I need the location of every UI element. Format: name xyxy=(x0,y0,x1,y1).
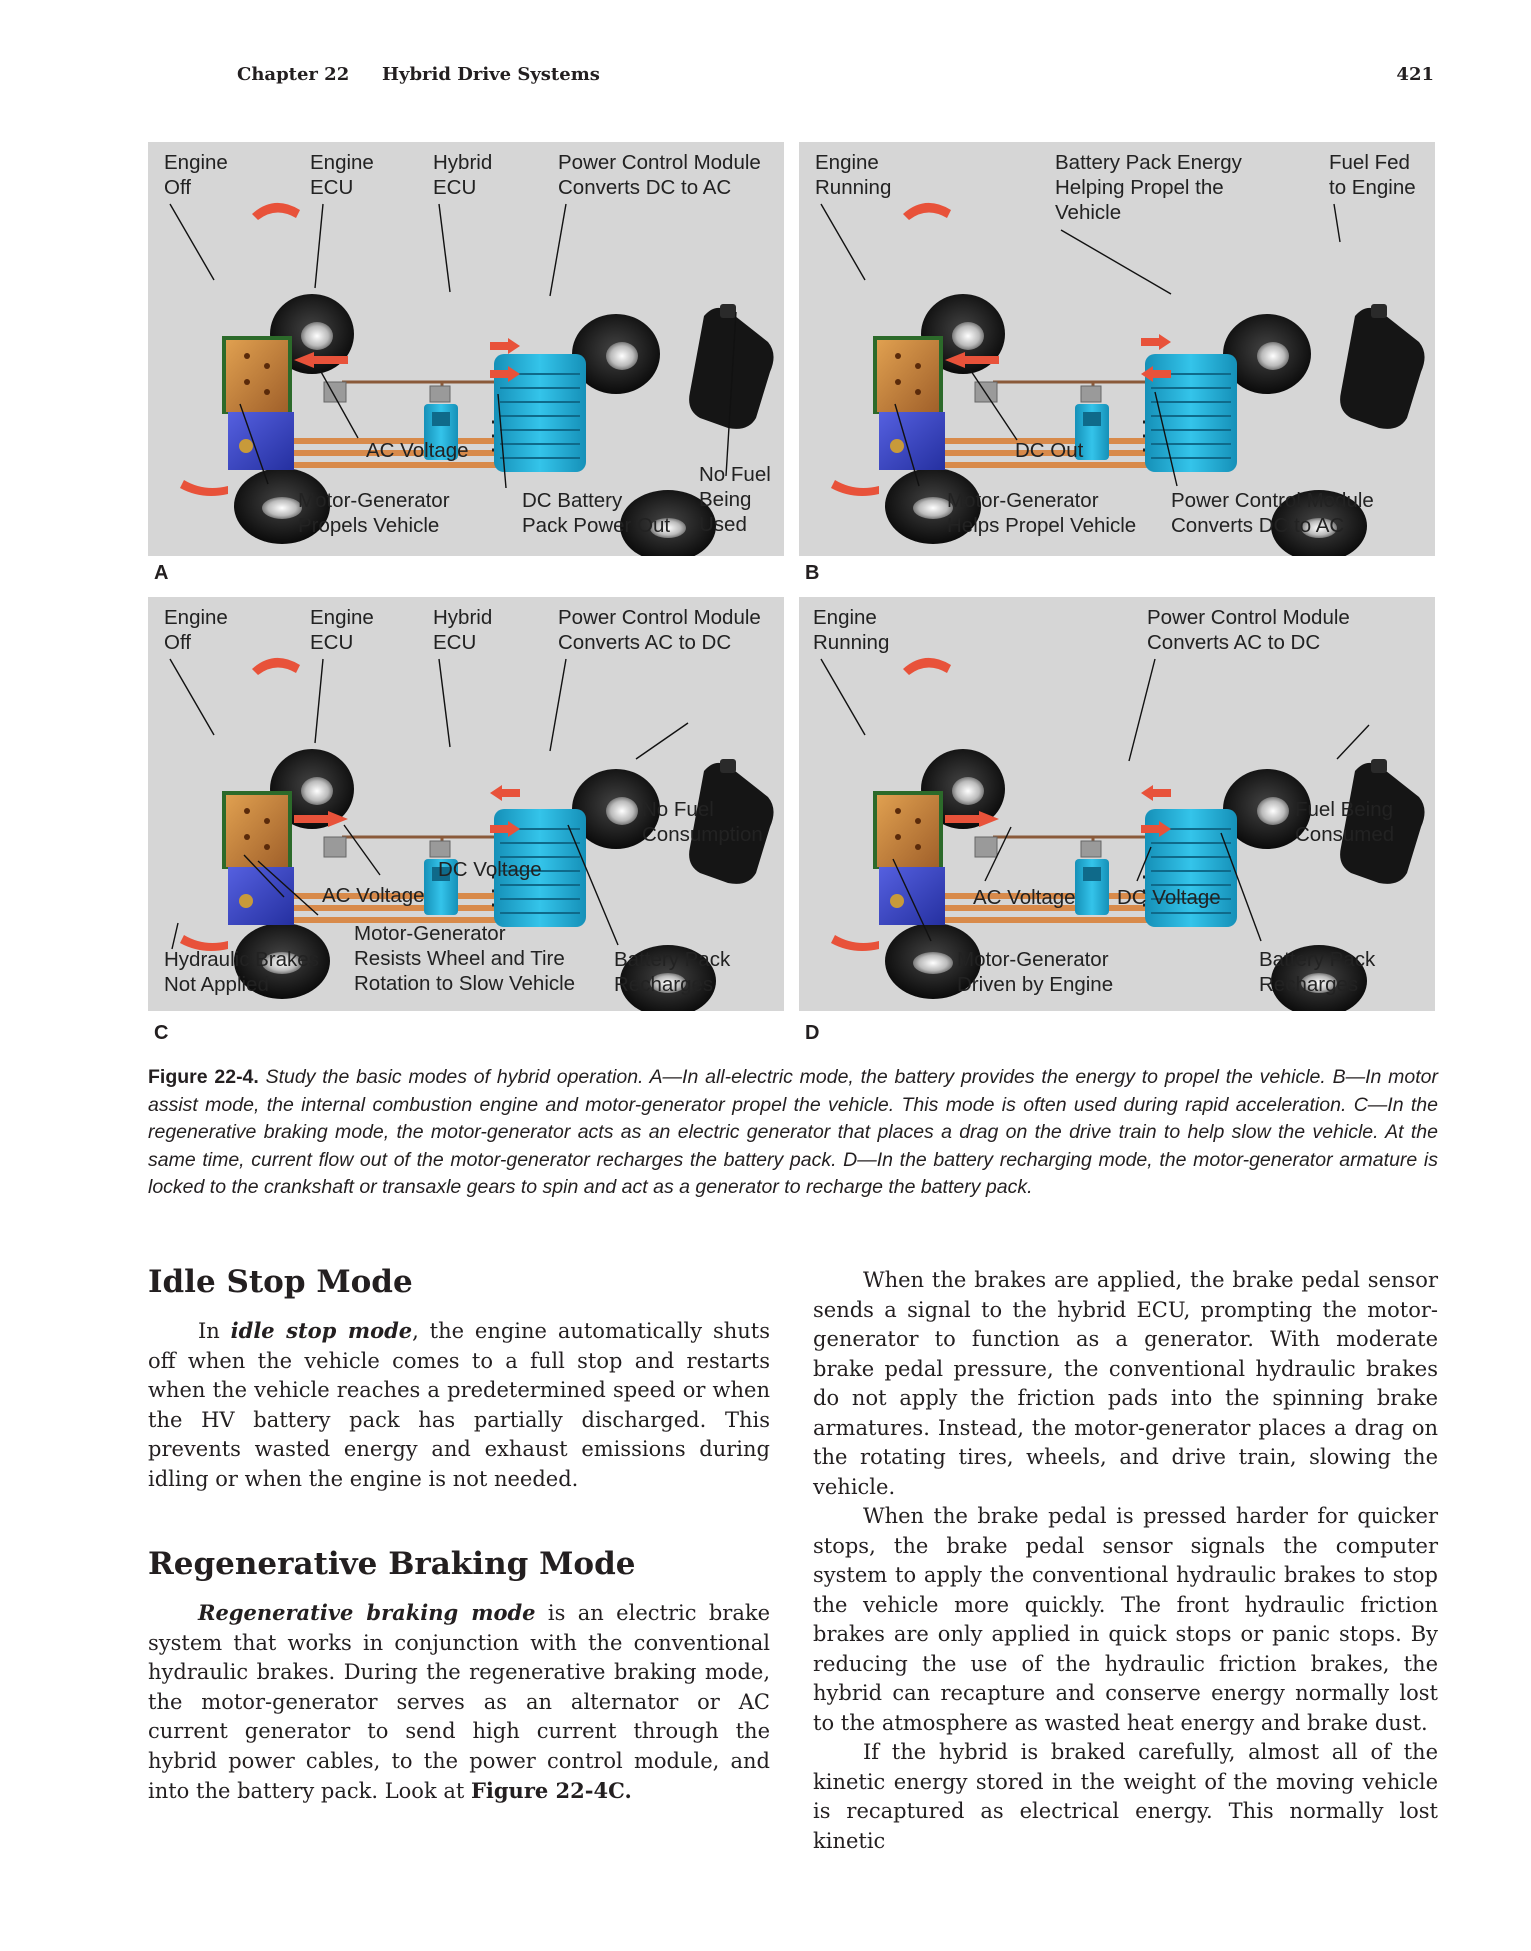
engine-ecu-label: Engine ECU xyxy=(310,606,374,654)
page-number: 421 xyxy=(1396,64,1434,85)
rotation-arrow xyxy=(903,203,951,220)
running-header xyxy=(0,64,1531,94)
motor-generator-label: Motor-Generator Propels Vehicle xyxy=(298,489,450,537)
dc-voltage-label: DC Voltage xyxy=(438,858,542,881)
left-column xyxy=(148,1262,770,1807)
panel-letter-a: A xyxy=(154,562,169,584)
dc-voltage-label: DC Voltage xyxy=(1117,886,1221,909)
engine-state-label: Engine Off xyxy=(164,606,228,654)
pcm-label: Power Control Module Converts DC to AC xyxy=(1171,489,1374,537)
key-term: Regenerative braking mode xyxy=(198,1600,536,1625)
leader-line xyxy=(320,370,358,438)
engine-state-label: Engine Running xyxy=(813,606,890,654)
motor-generator-label: Motor-Generator Resists Wheel and Tire Rotation to Slow Vehicle xyxy=(354,922,576,995)
engine-ecu-label: Engine ECU xyxy=(310,151,374,199)
paragraph-text: , the engine automatically shuts off when the vehicle comes to a full stop and restarts when the vehicle reaches a predetermined speed or when the HV battery pack has partially discharged. This prevents wasted energy and exhaust emissions during idling or when the engine is not needed. xyxy=(148,1319,771,1491)
leader-line xyxy=(170,659,214,735)
fuel-label: No Fuel Consumption xyxy=(642,798,763,846)
current-arrow xyxy=(1141,334,1171,350)
rotation-arrow xyxy=(831,935,879,951)
hybrid-ecu-label: Hybrid ECU xyxy=(433,606,493,654)
engine-state-label: Engine Off xyxy=(164,151,228,199)
leader-line xyxy=(315,659,323,743)
idle-stop-heading: Idle Stop Mode xyxy=(148,1264,413,1300)
figure-label: Figure 22-4. xyxy=(148,1066,259,1088)
paragraph-text: is an electric brake system that works in conjunction with the conventional hydraulic brakes. During the regenerative braking mode, the motor-generator serves as an alternator or AC current generator to send high current through the hybrid power cables, to the power control module, and into the battery pack. Look at xyxy=(148,1601,770,1803)
engine-state-label: Engine Running xyxy=(815,151,892,199)
right-column xyxy=(813,1266,1438,1856)
leader-line xyxy=(1334,204,1340,242)
ac-voltage-label: AC Voltage xyxy=(322,884,425,907)
current-arrow xyxy=(1141,785,1171,801)
ac-voltage-label: AC Voltage xyxy=(366,439,469,462)
leader-line xyxy=(1061,230,1171,294)
rotation-arrow xyxy=(252,203,300,220)
key-term: idle stop mode xyxy=(230,1318,413,1343)
figure-panel-b xyxy=(799,142,1435,556)
fuel-label: Fuel Fed to Engine xyxy=(1329,151,1416,199)
current-arrow xyxy=(490,338,520,354)
motor-generator-label: Motor-Generator Driven by Engine xyxy=(957,948,1114,996)
leader-line xyxy=(636,723,688,759)
figure-panel-c xyxy=(148,597,784,1011)
hybrid-ecu-label: Hybrid ECU xyxy=(433,151,493,199)
ac-voltage-label: AC Voltage xyxy=(973,886,1076,909)
fuel-label: No Fuel Being Used xyxy=(699,463,771,536)
figure-caption-text: Study the basic modes of hybrid operation. A—In all-electric mode, the battery provides the energy to propel the vehicle. B—In motor assist mode, the internal combustion engine and motor-generator propel the vehicle. This mode is often used during rapid acceleration. C—In the regenerative braking mode, the motor-generator acts as an electric generator that places a drag on the drive train to help slow the vehicle. At the same time, current flow out of the motor-generator recharges the battery pack. D—In the battery recharging mode, the motor-generator armature is locked to the crankshaft or transaxle gears to spin and act as a generator to recharge the battery pack. xyxy=(148,1066,1438,1198)
panel-letter-d: D xyxy=(805,1022,820,1044)
drivetrain-illustration-a xyxy=(148,142,784,556)
figure-panel-a xyxy=(148,142,784,556)
leader-line xyxy=(821,204,865,280)
leader-line xyxy=(969,368,1017,440)
leader-line xyxy=(315,204,323,288)
pcm-label: Power Control Module Converts AC to DC xyxy=(1147,606,1350,654)
idle-stop-paragraph xyxy=(148,1316,770,1494)
rotation-arrow xyxy=(180,480,228,496)
dc-out-label: DC Out xyxy=(1015,439,1084,462)
battery-pack-label: Battery Pack Recharges xyxy=(614,948,731,996)
current-arrow xyxy=(490,785,520,801)
leader-line xyxy=(439,659,450,747)
hydraulic-brakes-label: Hydraulic Brakes Not Applied xyxy=(164,948,319,996)
pcm-label: Power Control Module Converts AC to DC xyxy=(558,606,761,654)
leader-line xyxy=(821,659,865,735)
figure-panel-d xyxy=(799,597,1435,1011)
motor-generator-label: Motor-Generator Helps Propel Vehicle xyxy=(947,489,1137,537)
leader-line xyxy=(439,204,450,292)
pcm-label: Power Control Module Converts DC to AC xyxy=(558,151,761,199)
rotation-arrow xyxy=(903,658,951,675)
paragraph-text: In xyxy=(198,1319,231,1343)
leader-line xyxy=(170,204,214,280)
chapter-title: Hybrid Drive Systems xyxy=(382,64,600,85)
figure-caption xyxy=(148,1064,1438,1202)
panel-letter-b: B xyxy=(805,562,820,584)
regenerative-braking-paragraph xyxy=(148,1598,770,1807)
leader-line xyxy=(1337,725,1369,759)
fuel-label: Fuel Being Consumed xyxy=(1295,798,1395,846)
body-paragraph: If the hybrid is braked carefully, almost all of the kinetic energy stored in the weight of the moving vehicle is recaptured as electrical energy. This normally lost kinetic xyxy=(813,1740,1438,1853)
panel-letter-c: C xyxy=(154,1022,169,1044)
figure-reference: Figure 22-4C. xyxy=(470,1778,632,1803)
rotation-arrow xyxy=(252,658,300,675)
rotation-arrow xyxy=(831,480,879,496)
leader-line xyxy=(1129,659,1155,761)
leader-line xyxy=(550,659,566,751)
body-paragraph: When the brakes are applied, the brake pedal sensor sends a signal to the hybrid ECU, prompting the motor-generator to function as a generator. With moderate brake pedal pressure, the conventional hydraulic brakes do not apply the friction pads into the spinning brake armatures. Instead, the motor-generator places a drag on the rotating tires, wheels, and drive train, slowing the vehicle. xyxy=(813,1268,1438,1499)
regenerative-braking-heading: Regenerative Braking Mode xyxy=(148,1546,636,1582)
chapter-number: Chapter 22 xyxy=(237,64,350,85)
battery-pack-label: Battery Pack Recharges xyxy=(1259,948,1376,996)
dc-battery-label: DC Battery Pack Power Out xyxy=(522,489,671,537)
leader-line xyxy=(550,204,566,296)
body-paragraph: When the brake pedal is pressed harder for quicker stops, the brake pedal sensor signals the computer system to apply the conventional hydraulic brakes to stop the vehicle more quickly. The front hydraulic friction brakes are only applied in quick stops or panic stops. By reducing the use of the hydraulic friction brakes, the hybrid can recapture and conserve energy normally lost to the atmosphere as wasted heat energy and brake dust. xyxy=(813,1504,1438,1735)
battery-energy-label: Battery Pack Energy Helping Propel the Vehicle xyxy=(1055,151,1242,224)
leader-line xyxy=(172,923,178,949)
leader-line xyxy=(344,825,380,875)
